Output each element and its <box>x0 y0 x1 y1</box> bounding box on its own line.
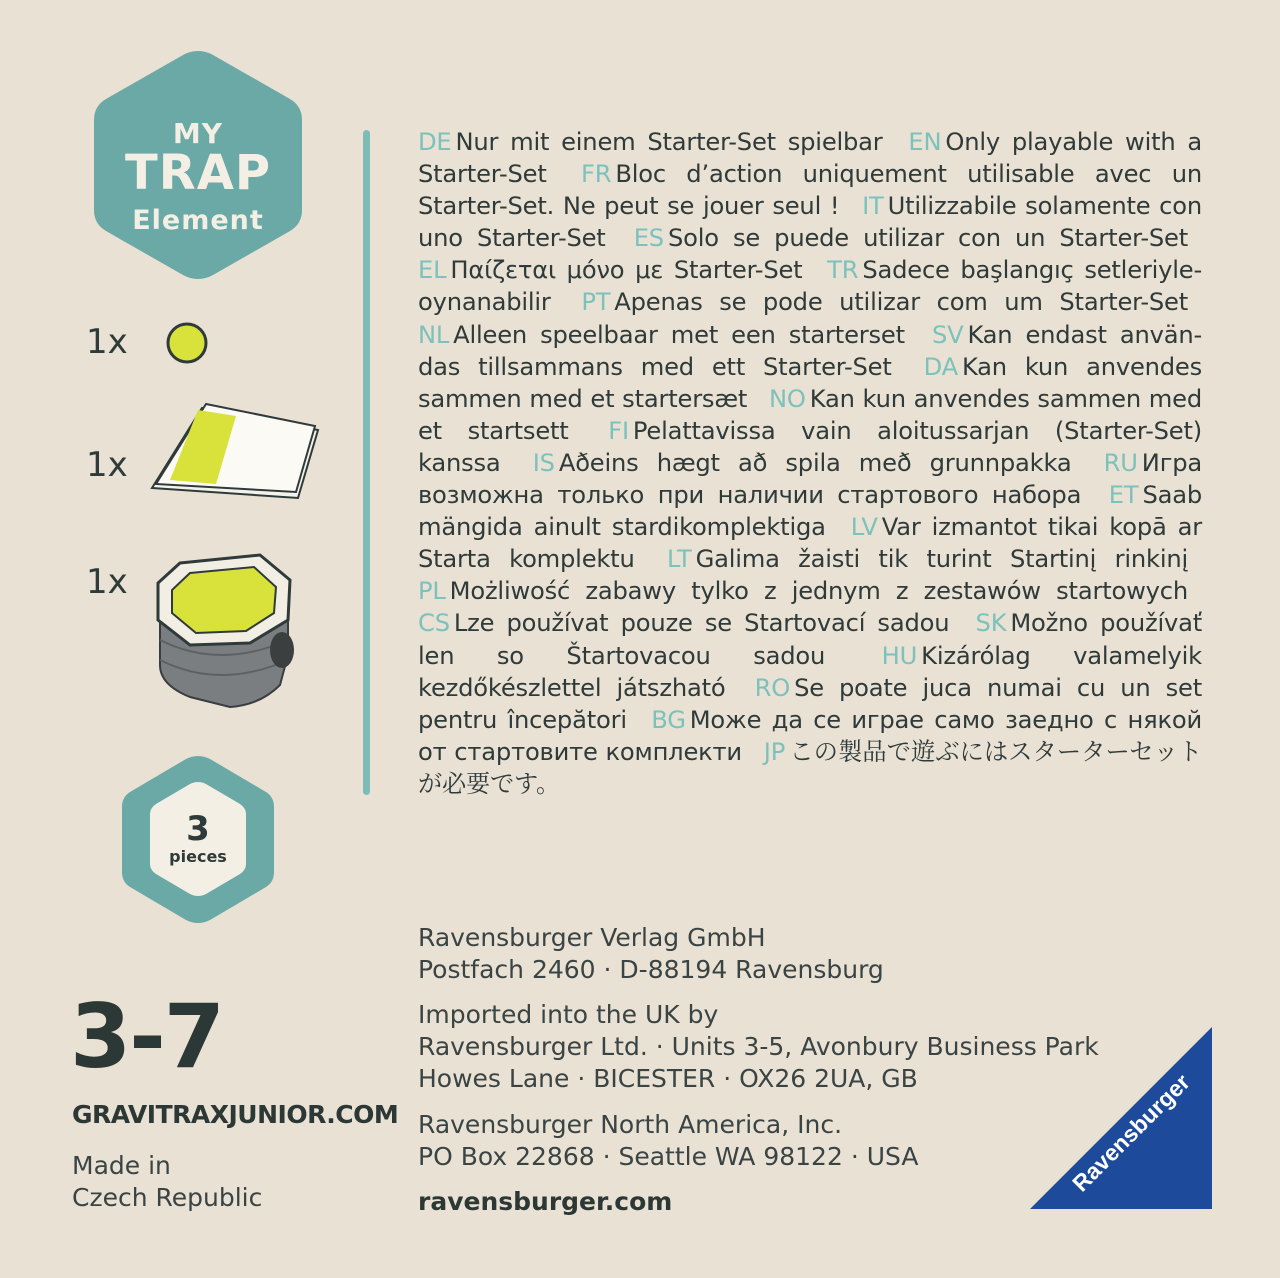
address-de-line2: Postfach 2460 · D-88194 Ravensburg <box>418 955 884 984</box>
product-type-badge <box>88 45 308 285</box>
age-range: 3-7 <box>70 985 223 1088</box>
language-text: Możliwość zabawy tylko z jednym z zestawów startowych <box>449 577 1188 606</box>
address-us-line1: Ravensburger North America, Inc. <box>418 1110 843 1139</box>
address-us <box>418 1109 918 1173</box>
pieces-count: 3 <box>186 809 210 849</box>
language-code: FR <box>581 160 612 189</box>
badge-line-element: Element <box>132 205 264 236</box>
address-uk-line2: Ravensburger Ltd. · Units 3-5, Avonbury Business Park <box>418 1032 1099 1061</box>
language-code: ES <box>633 224 664 253</box>
logo-text: Ravensburger <box>1067 1068 1195 1197</box>
language-text: この製品で遊ぶにはスターターセットが必要です。 <box>418 737 1202 798</box>
language-notice-nl <box>418 321 905 349</box>
language-code: PT <box>581 288 611 317</box>
language-text: Apenas se pode utilizar com um Starter-Set <box>614 288 1188 317</box>
pieces-badge <box>118 752 278 927</box>
vertical-divider <box>363 130 370 795</box>
address-de-line1: Ravensburger Verlag GmbH <box>418 923 766 952</box>
language-code: SV <box>931 320 964 349</box>
language-code: LT <box>667 545 692 574</box>
made-in-line2: Czech Republic <box>72 1183 263 1212</box>
trap-quantity: 1x <box>86 562 128 602</box>
language-code: IT <box>862 192 884 221</box>
made-in-line1: Made in <box>72 1151 171 1180</box>
language-code: HU <box>881 641 918 670</box>
language-text: Lze používat pouze se Startovací sadou <box>453 609 950 638</box>
language-code: TR <box>827 256 859 285</box>
language-code: PL <box>418 577 446 606</box>
language-text: Игра возможна только при наличии стартового набора <box>418 448 1202 510</box>
language-text: Kan kun anvendes sammen med et startsett <box>418 384 1202 445</box>
language-text: Kizárólag valamelyik kezdőkészlettel játszható <box>418 641 1202 702</box>
badge-line-my: MY <box>172 117 224 150</box>
language-notice-es <box>634 224 1188 252</box>
address-uk <box>418 999 1099 1095</box>
language-code: JP <box>763 737 786 766</box>
website-link[interactable]: GRAVITRAXJUNIOR.COM <box>72 1100 399 1129</box>
language-text: Možno používať len so Štartovacou sadou <box>418 609 1202 670</box>
language-text: Se poate juca numai cu un set pentru începători <box>418 673 1203 734</box>
language-text: Kan kun anvendes sammen med et startersæt <box>418 352 1202 413</box>
language-code: IS <box>532 448 555 477</box>
language-code: RU <box>1103 448 1138 477</box>
language-text: Може да се играе само заедно с някой от стартовите комплекти <box>418 705 1202 766</box>
trap-element-icon <box>150 545 300 714</box>
language-text: Alleen speelbaar met een starterset <box>453 320 905 349</box>
language-text: Galima žaisti tik turint Startinį rinkinį <box>695 545 1188 574</box>
language-code: CS <box>418 609 450 638</box>
language-notice-lt <box>667 545 1188 573</box>
language-code: NL <box>418 320 450 349</box>
language-text: Kan endast använ-das tillsammans med ett Starter-Set <box>418 320 1202 381</box>
language-notice-de <box>418 128 883 156</box>
address-uk-line1: Imported into the UK by <box>418 1000 719 1029</box>
language-notice-pl <box>418 577 1188 605</box>
ball-icon <box>165 321 209 369</box>
language-code: LV <box>850 513 878 542</box>
language-text: Utilizzabile solamente con uno Starter-Set <box>418 192 1203 253</box>
language-code: BG <box>651 705 686 734</box>
language-notices <box>418 126 1202 800</box>
language-code: ET <box>1108 481 1139 510</box>
language-code: RO <box>754 673 791 702</box>
language-code: DE <box>418 128 452 156</box>
language-code: SK <box>975 609 1007 638</box>
language-notice-pt <box>581 288 1188 316</box>
address-germany <box>418 922 884 986</box>
language-notice-el <box>418 256 802 284</box>
language-text: Sadece başlangıç setleriyle-oynanabilir <box>418 256 1202 317</box>
language-code: NO <box>769 384 806 413</box>
language-text: Παίζεται μόνο με Starter-Set <box>450 256 803 285</box>
ball-quantity: 1x <box>86 322 128 362</box>
language-notice-cs <box>418 609 949 637</box>
language-text: Var izmantot tikai kopā ar Starta komplektu <box>418 513 1202 574</box>
language-code: EN <box>908 128 942 156</box>
instruction-sheet-icon <box>150 400 320 509</box>
address-us-line2: PO Box 22868 · Seattle WA 98122 · USA <box>418 1142 919 1171</box>
language-notice-is <box>533 449 1072 477</box>
language-text: Aðeins hægt að spila með grunnpakka <box>558 448 1072 477</box>
language-code: DA <box>923 352 958 381</box>
language-text: Pelattavissa vain aloitussarjan (Starter-Set) kanssa <box>418 416 1202 477</box>
language-code: EL <box>418 256 447 285</box>
ravensburger-web-link[interactable]: ravensburger.com <box>418 1187 673 1216</box>
ravensburger-logo <box>1030 1027 1212 1209</box>
address-uk-line3: Howes Lane · BICESTER · OX26 2UA, GB <box>418 1064 918 1093</box>
language-text: Nur mit einem Starter-Set spielbar <box>455 128 883 156</box>
language-text: Only playable with a Starter-Set <box>418 128 1203 189</box>
language-code: FI <box>608 416 629 445</box>
language-text: Saab mängida ainult stardikomplektiga <box>418 481 1202 542</box>
language-text: Bloc d’action uniquement utilisable avec un Starter-Set. Ne peut se jouer seul ! <box>418 160 1202 221</box>
made-in <box>72 1150 262 1214</box>
pieces-label: pieces <box>169 847 227 866</box>
language-text: Solo se puede utilizar con un Starter-Set <box>667 224 1188 253</box>
sheet-quantity: 1x <box>86 445 128 485</box>
badge-line-trap: TRAP <box>124 145 272 201</box>
